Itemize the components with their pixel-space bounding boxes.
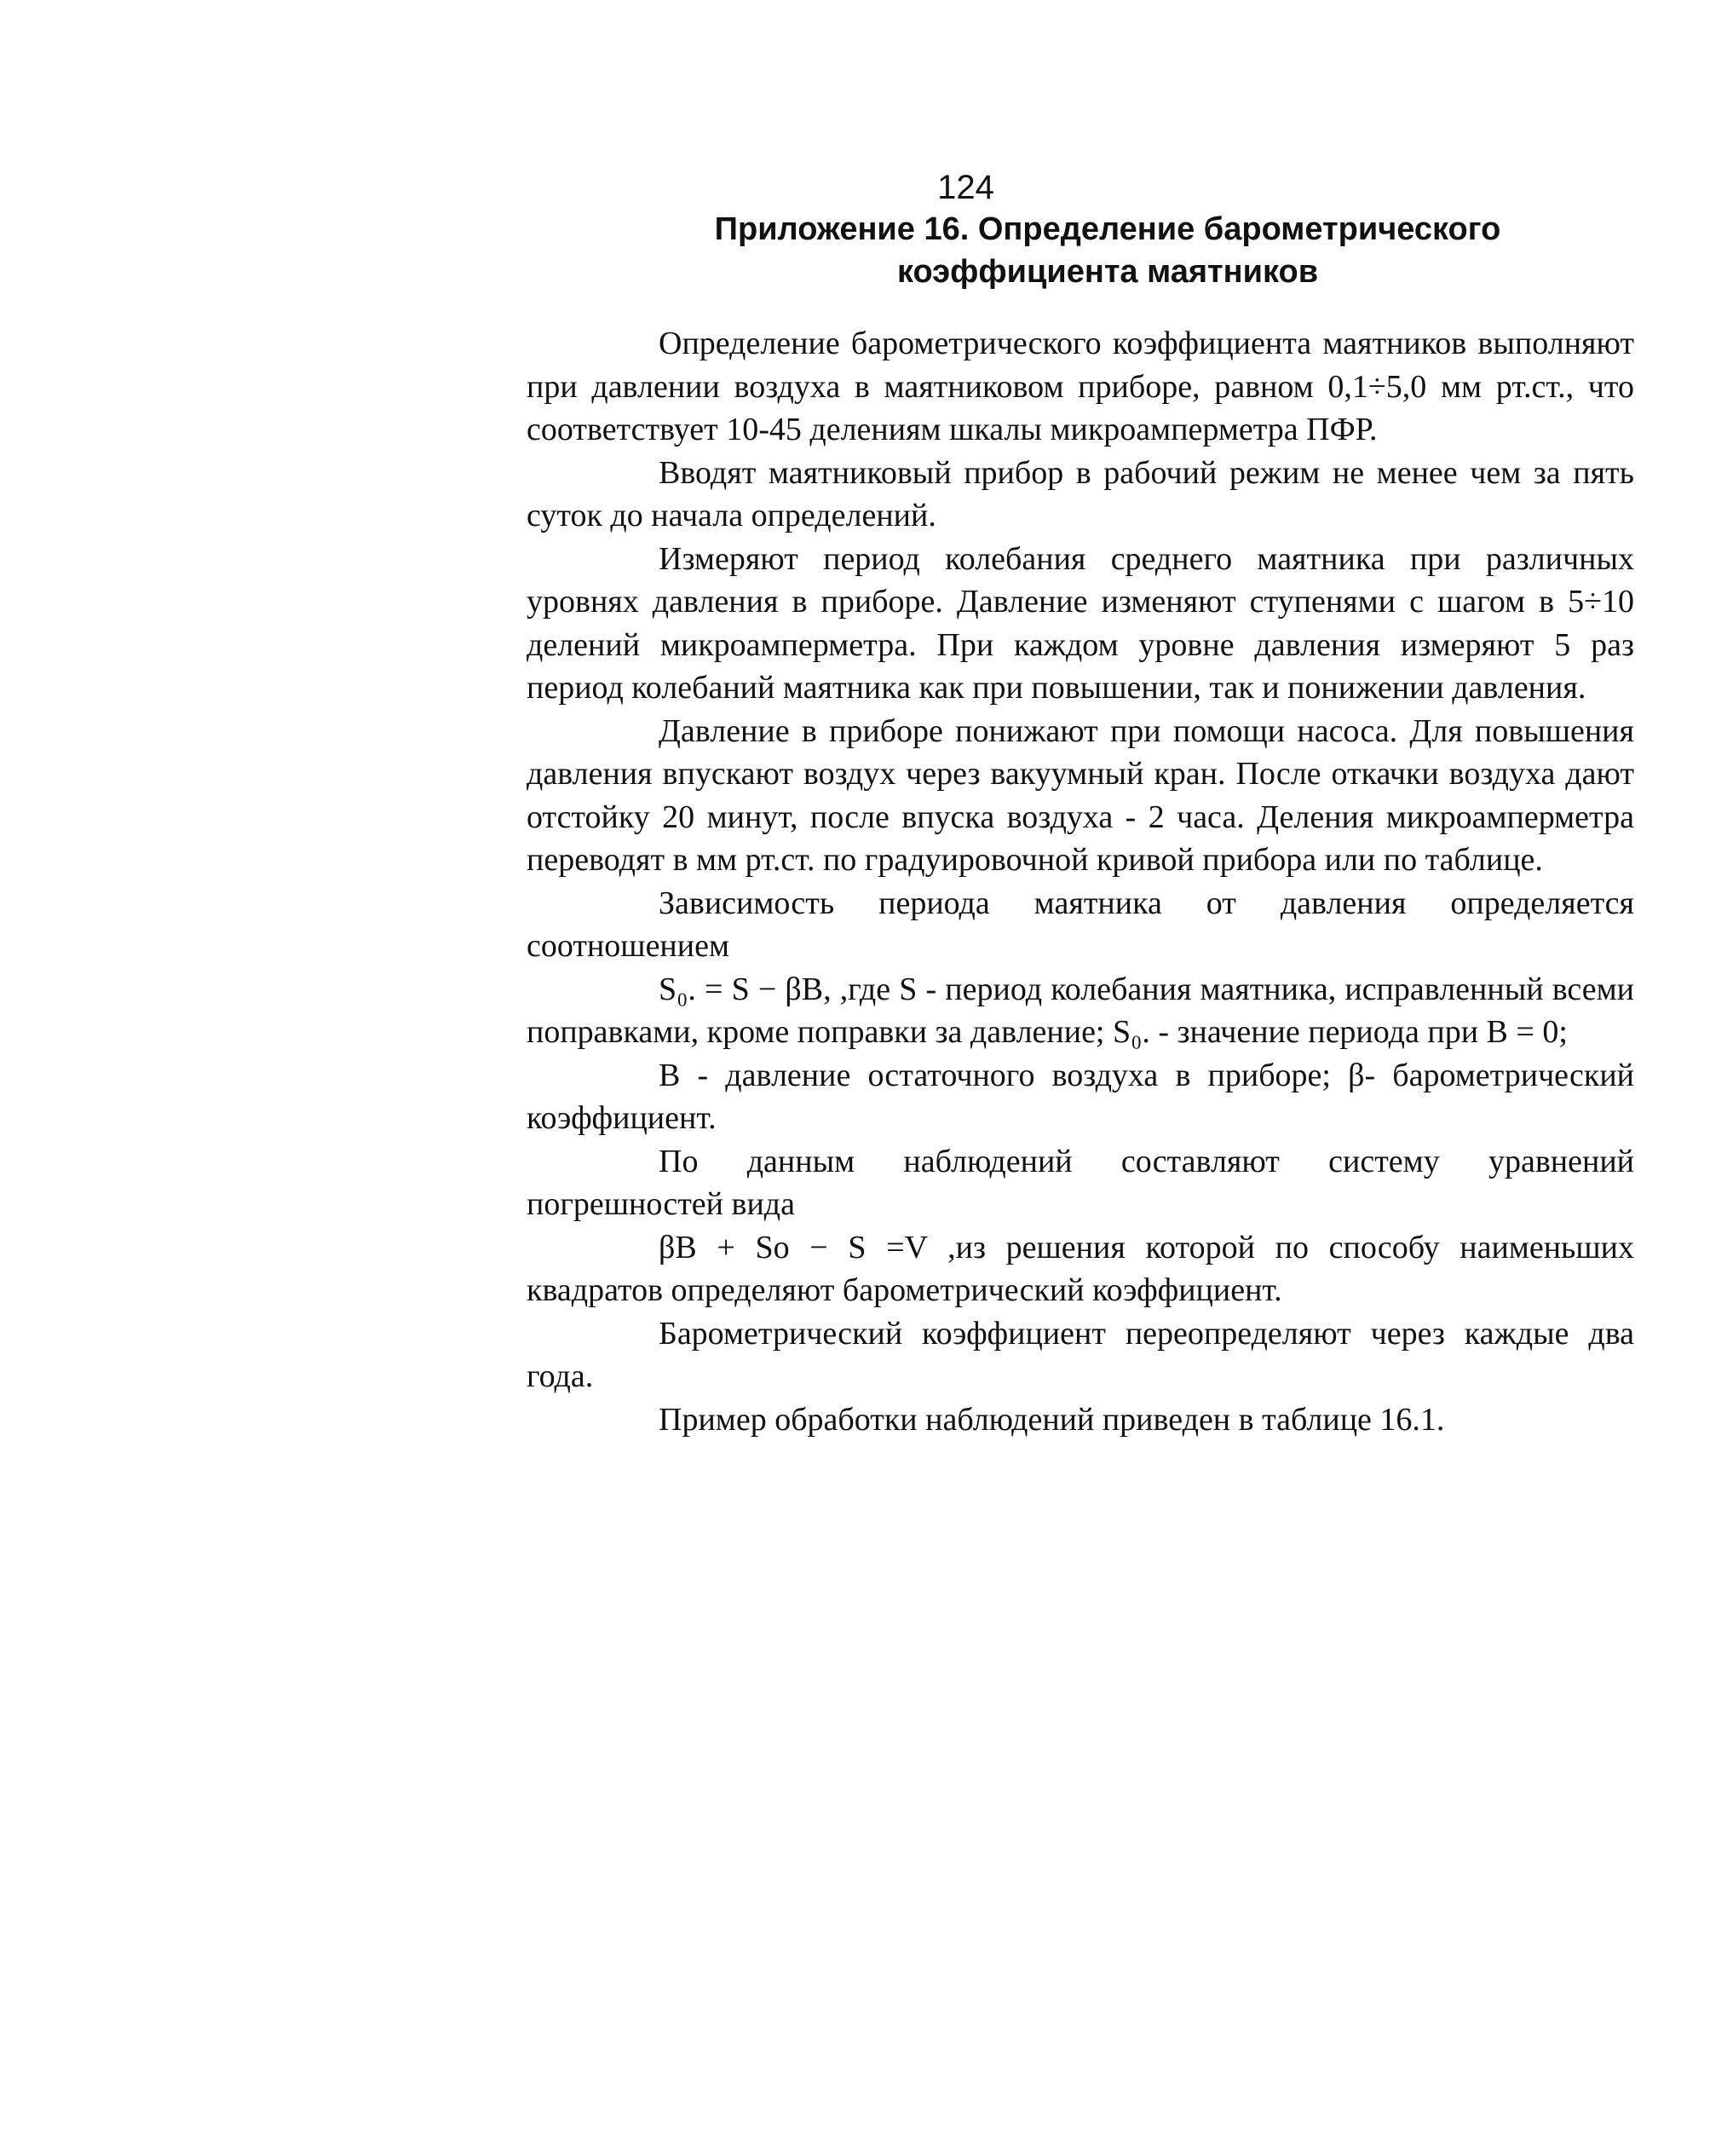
- paragraph-pressure-range: Определение барометрического коэффициента маятников выполняют при давлении воздуха в маятниковом приборе, равном 0,1÷5,0 мм рт.ст., что соответствует 10-45 делениям шкалы микроамперметра ПФР.: [527, 326, 1634, 447]
- page-title-line-2: коэффициента маятников: [896, 254, 1319, 290]
- page-title-line-1: Приложение 16. Определение барометрического: [714, 211, 1501, 247]
- paragraph-period-measurement: Измеряют период колебания среднего маятника при различных уровнях давления в приборе. Давление изменяют ступенями с шагом в 5÷10 делений микроамперметра. При каждом уровне давления измеряют 5 раз период колебаний маятника как при повышении, так и понижении давления.: [527, 540, 1634, 706]
- page-number: 124: [937, 169, 994, 206]
- paragraph-working-mode: Вводят маятниковый прибор в рабочий режим не менее чем за пять суток до начала определений.: [527, 454, 1634, 533]
- paragraph-error-system: По данным наблюдений составляют систему уравнений погрешностей вида: [527, 1143, 1634, 1222]
- page-title: [562, 208, 1653, 293]
- paragraph-formula-least-squares: βB + So − S =V ,из решения которой по способу наименьших квадратов определяют барометрический коэффициент.: [527, 1229, 1634, 1308]
- paragraph-formula-definitions: B - давление остаточного воздуха в приборе; β- барометрический коэффициент.: [527, 1057, 1634, 1136]
- paragraph-formula-period: S₀. = S − βB, ,где S - период колебания маятника, исправленный всеми поправками, кроме поправки за давление; S₀. - значение периода при B = 0;: [527, 971, 1634, 1050]
- paragraph-example-reference: Пример обработки наблюдений приведен в таблице 16.1.: [659, 1401, 1445, 1438]
- body-text: [527, 322, 1634, 1441]
- paragraph-dependency: Зависимость периода маятника от давления определяется соотношением: [527, 885, 1634, 964]
- paragraph-redetermination: Барометрический коэффициент переопределяют через каждые два года.: [527, 1315, 1634, 1394]
- paragraph-pressure-control: Давление в приборе понижают при помощи насоса. Для повышения давления впускают воздух через вакуумный кран. После откачки воздуха дают отстойку 20 минут, после впуска воздуха - 2 часа. Деления микроамперметра переводят в мм рт.ст. по градуировочной кривой прибора или по таблице.: [527, 712, 1634, 878]
